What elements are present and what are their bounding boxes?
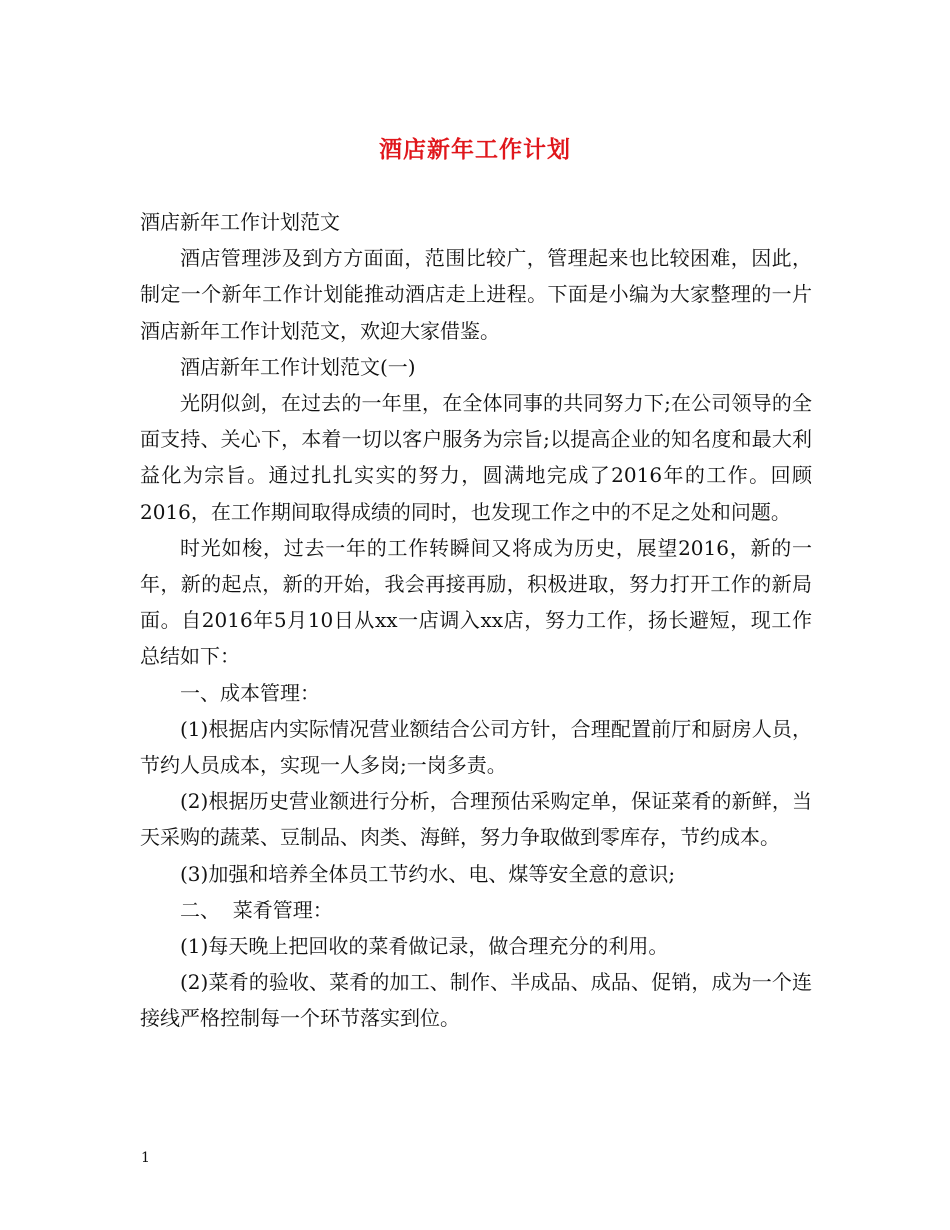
heading-cost-management: 一、成本管理： [180, 680, 320, 705]
list-item-dish-2: (2)菜肴的验收、菜肴的加工、制作、半成品、成品、促销，成为一个连接线严格控制每一个环节落实到位。 [140, 970, 812, 1031]
list-item-cost-2: (2)根据历史营业额进行分析，合理预估采购定单，保证菜肴的新鲜，当天采购的蔬菜、豆制品、肉类、海鲜，努力争取做到零库存，节约成本。 [140, 789, 812, 850]
list-item-dish-1: (1)每天晚上把回收的菜肴做记录，做合理充分的利用。 [180, 934, 669, 959]
document-body [140, 204, 812, 1037]
list-item-cost-1: (1)根据店内实际情况营业额结合公司方针，合理配置前厅和厨房人员，节约人员成本，实现一人多岗;一岗多责。 [140, 716, 812, 778]
section-heading-sample-one: 酒店新年工作计划范文(一) [180, 354, 416, 379]
paragraph-review: 光阴似剑，在过去的一年里，在全体同事的共同努力下;在公司领导的全面支持、关心下，本着一切以客户服务为宗旨;以提高企业的知名度和最大利益化为宗旨。通过扎扎实实的努力，圆满地完成了2016年的工作。回顾2016，在工作期间取得成绩的同时，也发现工作之中的不足之处和问题。 [140, 391, 812, 524]
paragraph-outlook: 时光如梭，过去一年的工作转瞬间又将成为历史，展望2016，新的一年，新的起点，新的开始，我会再接再励，积极进取，努力打开工作的新局面。自2016年5月10日从xx一店调入xx店，努力工作，扬长避短，现工作总结如下： [140, 535, 812, 669]
document-subtitle: 酒店新年工作计划范文 [140, 210, 340, 234]
paragraph-intro: 酒店管理涉及到方方面面，范围比较广，管理起来也比较困难，因此，制定一个新年工作计划能推动酒店走上进程。下面是小编为大家整理的一片酒店新年工作计划范文，欢迎大家借鉴。 [140, 246, 812, 343]
page-number: 1 [141, 1150, 150, 1166]
list-item-cost-3: (3)加强和培养全体员工节约水、电、煤等安全意的意识; [180, 861, 676, 886]
document-title: 酒店新年工作计划 [379, 136, 571, 163]
heading-dish-management: 二、 菜肴管理： [180, 897, 333, 922]
